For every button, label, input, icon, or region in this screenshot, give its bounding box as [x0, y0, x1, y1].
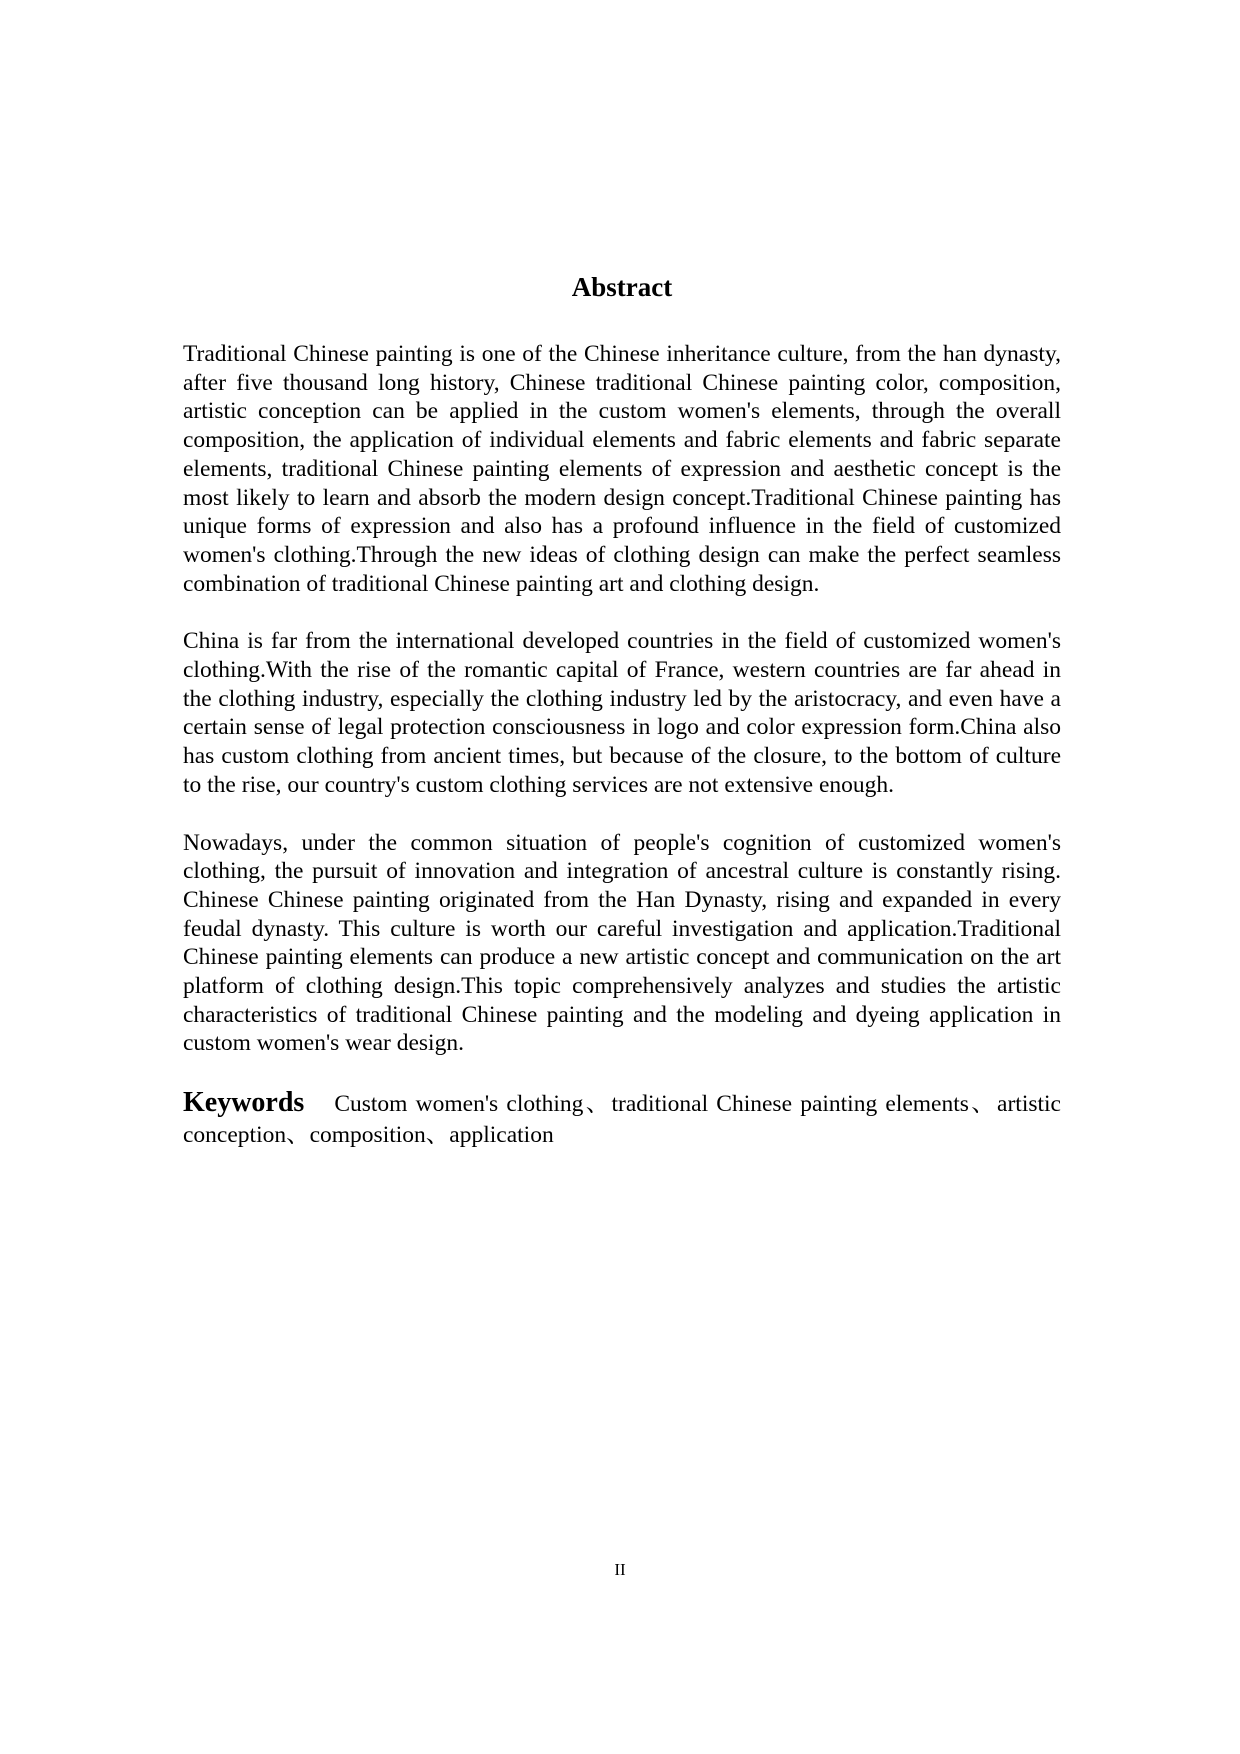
abstract-paragraph-2: China is far from the international developed countries in the field of customized women's clothing.With the rise of the romantic capital of France, western countries are far ahead in the clothing industry, especially the clothing industry led by the aristocracy, and even have a certain sense of legal protection consciousness in logo and color expression form.China also has custom clothing from ancient times, but because of the closure, to the bottom of culture to the rise, our country's custom clothing services are not extensive enough.	[183, 628, 1061, 798]
page-number: II	[614, 1560, 626, 1579]
abstract-paragraph-1: Traditional Chinese painting is one of the Chinese inheritance culture, from the han dynasty, after five thousand long history, Chinese traditional Chinese painting color, composition, artistic conception can be applied in the custom women's elements, through the overall composition, the application of individual elements and fabric elements and fabric separate elements, traditional Chinese painting elements of expression and aesthetic concept is the most likely to learn and absorb the modern design concept.Traditional Chinese painting has unique forms of expression and also has a profound influence in the field of customized women's clothing.Through the new ideas of clothing design can make the perfect seamless combination of traditional Chinese painting art and clothing design.	[183, 341, 1061, 597]
abstract-title: Abstract	[571, 272, 673, 302]
keywords-label: Keywords	[183, 1087, 305, 1119]
abstract-content	[183, 262, 1061, 1151]
keywords-text: Custom women's clothing、traditional Chinese painting elements、artistic conception、composition、application	[183, 1091, 1061, 1149]
abstract-paragraph-3: Nowadays, under the common situation of people's cognition of customized women's clothing, the pursuit of innovation and integration of ancestral culture is constantly rising. Chinese Chinese painting originated from the Han Dynasty, rising and expanded in every feudal dynasty. This culture is worth our careful investigation and application.Traditional Chinese painting elements can produce a new artistic concept and communication on the art platform of clothing design.This topic comprehensively analyzes and studies the artistic characteristics of traditional Chinese painting and the modeling and dyeing application in custom women's wear design.	[183, 829, 1061, 1057]
keywords-line	[183, 1087, 1061, 1151]
